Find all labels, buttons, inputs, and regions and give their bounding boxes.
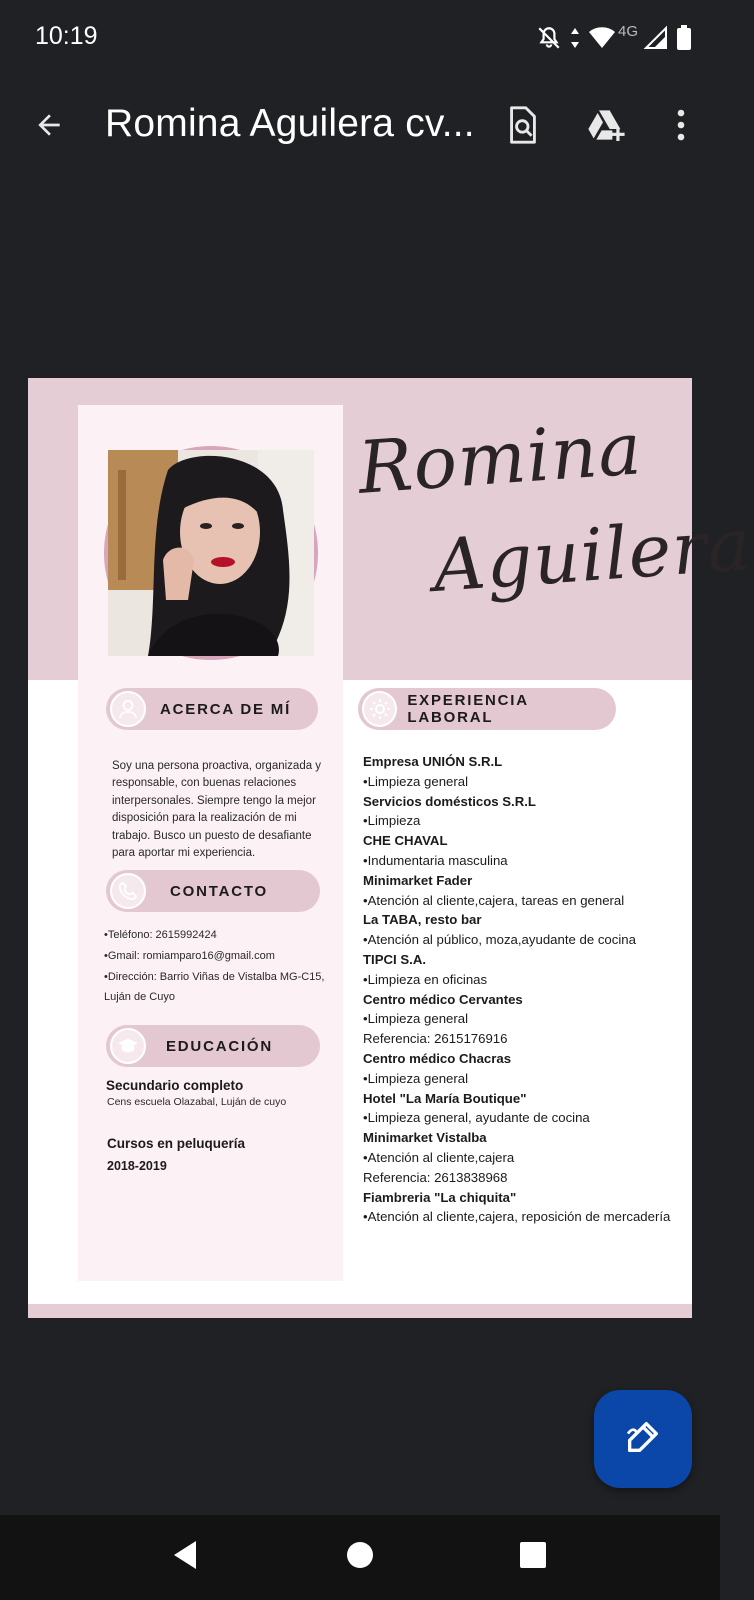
nav-back-button[interactable] [163, 1535, 207, 1579]
status-icons [536, 22, 692, 54]
experience-company: Fiambreria "La chiquita" [363, 1189, 517, 1205]
experience-item [363, 1049, 683, 1089]
experience-item [363, 910, 683, 950]
system-nav-bar [0, 1515, 720, 1600]
profile-photo [104, 446, 318, 660]
nav-home-button[interactable] [338, 1535, 382, 1579]
experience-detail: •Limpieza general [363, 1011, 469, 1027]
experience-item [363, 1128, 683, 1187]
wifi-icon [588, 26, 616, 50]
first-name-script: Romina [355, 406, 645, 510]
about-heading-pill [106, 688, 318, 730]
experience-company: Empresa UNIÓN S.R.L [363, 754, 503, 769]
back-button[interactable] [26, 104, 72, 150]
phone-icon [110, 873, 146, 909]
experience-company: Minimarket Vistalba [363, 1130, 487, 1146]
experience-item [363, 1089, 683, 1129]
experience-company: La TABA, resto bar [363, 912, 482, 928]
experience-company: Hotel "La María Boutique" [363, 1090, 527, 1106]
nav-home-icon [346, 1541, 374, 1574]
do-not-disturb-icon [536, 25, 562, 51]
back-arrow-icon [33, 109, 65, 146]
experience-detail: •Atención al cliente,cajera, reposición de mercadería [363, 1209, 671, 1225]
edit-fab-button[interactable] [594, 1390, 692, 1488]
experience-item [363, 1188, 683, 1228]
experience-company: Centro médico Chacras [363, 1050, 512, 1066]
experience-detail: •Limpieza general [363, 773, 469, 789]
experience-item [363, 871, 683, 911]
experience-item [363, 990, 683, 1049]
experience-item [363, 950, 683, 990]
experience-company: CHE CHAVAL [363, 833, 448, 849]
more-options-button[interactable] [656, 102, 706, 152]
experience-company: Minimarket Fader [363, 872, 473, 888]
last-name-script: Aguilera [430, 501, 754, 609]
experience-detail: •Limpieza en oficinas [363, 971, 488, 987]
nav-recents-button[interactable] [511, 1535, 555, 1579]
education-item2-title: Cursos en peluquería [107, 1136, 246, 1151]
experience-item [363, 752, 683, 792]
experience-heading-pill [358, 688, 616, 730]
nav-back-icon [170, 1539, 200, 1576]
experience-item [363, 792, 683, 832]
footer-band [28, 1304, 692, 1318]
experience-reference: Referencia: 2613838968 [363, 1169, 508, 1185]
document-title: Romina Aguilera cv... [105, 102, 475, 145]
experience-detail: •Limpieza general, ayudante de cocina [363, 1110, 590, 1126]
about-text: Soy una persona proactiva, organizada y responsable, con buenas relaciones interpersonales. Siempre tengo la mejor disposición para la realización de mi trabajo. Busco un puesto de desafiante para aportar mi experiencia. [112, 760, 322, 860]
education-item1-sub: Cens escuela Olazabal, Luján de cuyo [107, 1096, 287, 1108]
find-in-document-button[interactable] [498, 102, 548, 152]
add-to-drive-icon [587, 107, 627, 148]
education-item1-title: Secundario completo [106, 1078, 244, 1093]
nav-recents-icon [519, 1541, 547, 1574]
document-page[interactable] [28, 378, 754, 1318]
contact-heading-pill [106, 870, 320, 912]
experience-detail: •Atención al cliente,cajera [363, 1149, 515, 1165]
data-arrows-icon [570, 26, 580, 50]
experience-company: TIPCI S.A. [363, 951, 427, 967]
education-heading: EDUCACIÓN [166, 1037, 274, 1055]
about-heading: ACERCA DE MÍ [160, 700, 292, 718]
contact-email: •Gmail: romiamparo16@gmail.com [104, 950, 275, 962]
app-bar [0, 78, 720, 174]
experience-company: Servicios domésticos S.R.L [363, 793, 536, 809]
contact-heading: CONTACTO [170, 882, 269, 900]
contact-address: •Dirección: Barrio Viñas de Vistalba MG-C15, Luján de Cuyo [104, 971, 325, 1003]
experience-detail: •Atención al público, moza,ayudante de cocina [363, 932, 636, 948]
gear-icon [362, 691, 397, 727]
experience-company: Centro médico Cervantes [363, 991, 523, 1007]
experience-detail: •Limpieza general [363, 1070, 469, 1086]
network-type-label: 4G [617, 22, 638, 40]
education-item2-years: 2018-2019 [107, 1159, 167, 1173]
signal-icon [644, 26, 668, 50]
experience-detail: •Indumentaria masculina [363, 852, 508, 868]
battery-icon [676, 25, 692, 51]
experience-detail: •Atención al cliente,cajera, tareas en general [363, 892, 625, 908]
experience-reference: Referencia: 2615176916 [363, 1031, 508, 1047]
add-to-drive-button[interactable] [582, 102, 632, 152]
education-heading-pill [106, 1025, 320, 1067]
edit-pen-icon [623, 1417, 663, 1462]
status-bar [0, 0, 720, 78]
contact-phone: •Teléfono: 2615992424 [104, 929, 217, 941]
experience-detail: •Limpieza [363, 813, 421, 829]
more-vert-icon [676, 109, 686, 146]
experience-list [363, 752, 683, 1227]
experience-heading: EXPERIENCIA LABORAL [407, 692, 529, 726]
person-icon [110, 691, 146, 727]
experience-item [363, 831, 683, 871]
find-in-document-icon [505, 105, 541, 150]
status-time: 10:19 [35, 22, 98, 50]
graduation-cap-icon [110, 1028, 146, 1064]
